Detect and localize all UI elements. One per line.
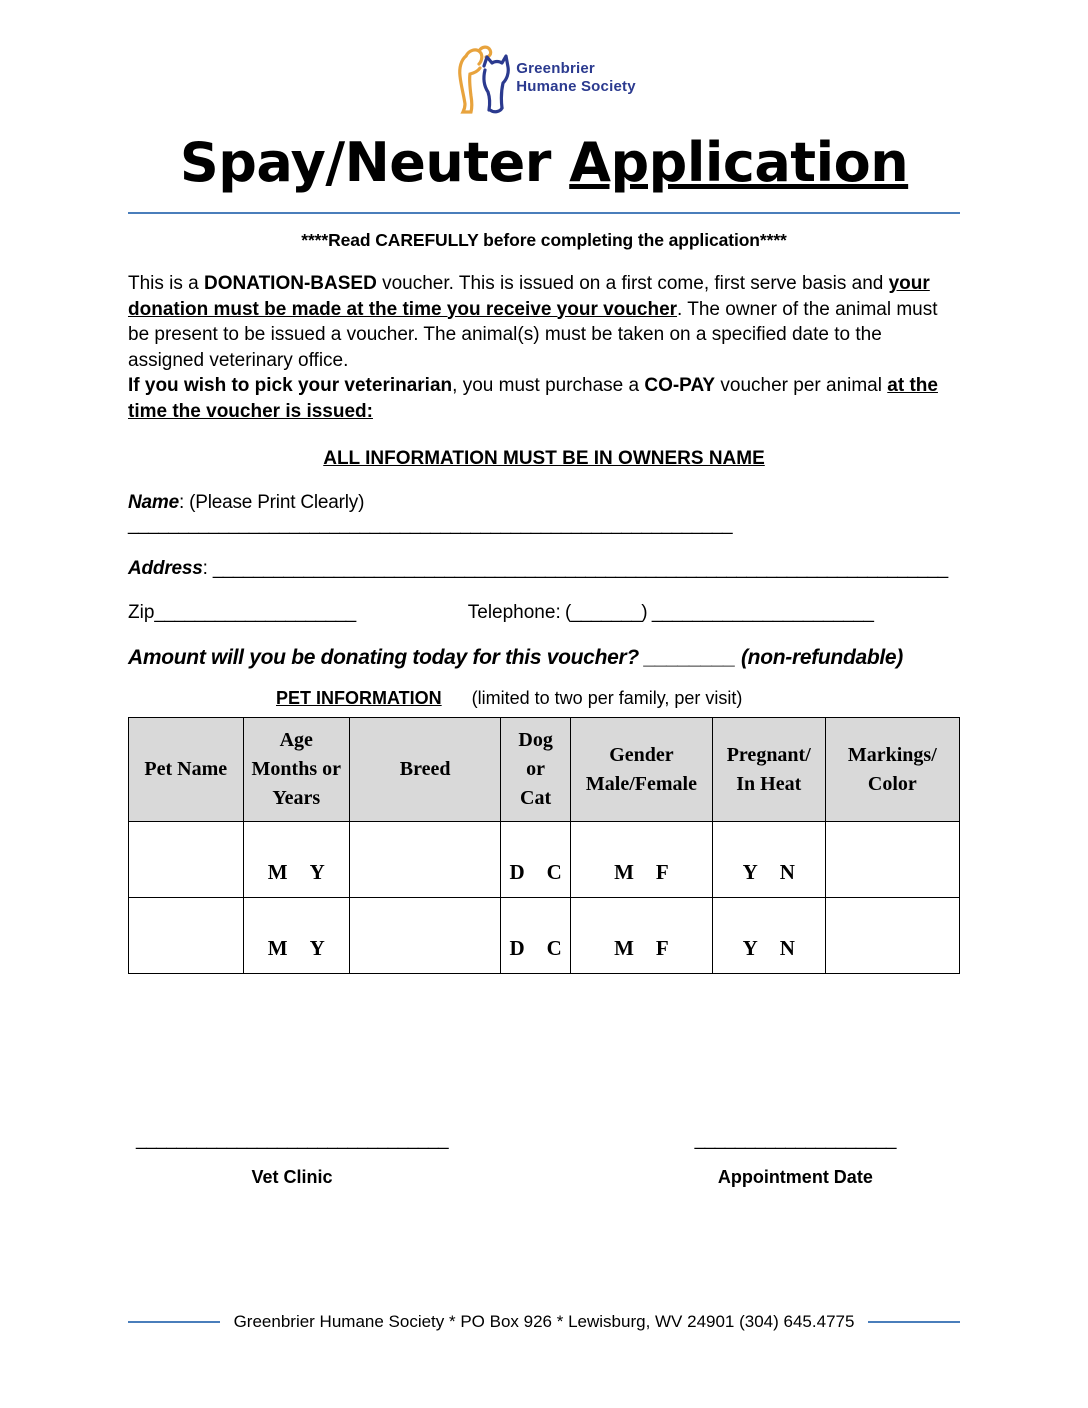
logo-line-1: Greenbrier — [516, 60, 595, 77]
name-field[interactable] — [128, 492, 960, 536]
appointment-date-line[interactable]: ____________________ — [694, 1129, 896, 1150]
donation-amount-field[interactable] — [128, 646, 960, 670]
pet-information-label: PET INFORMATION — [276, 688, 442, 708]
column-header-age-line2: Months or — [251, 758, 341, 780]
intro-p1-donation-based: DONATION-BASED — [204, 273, 377, 294]
cell-pet-name[interactable] — [129, 898, 244, 974]
cell-pregnant[interactable] — [712, 822, 825, 898]
zip-label: Zip — [128, 602, 155, 623]
gender-option-male[interactable]: M — [614, 935, 634, 960]
cell-pet-name[interactable] — [129, 822, 244, 898]
cell-breed[interactable] — [350, 822, 501, 898]
column-header-breed: Breed — [350, 718, 501, 822]
gender-option-male[interactable]: M — [614, 859, 634, 884]
column-header-preg-line2: In Heat — [736, 772, 802, 795]
donation-nonrefundable-note: (non-refundable) — [740, 646, 903, 669]
signature-area — [128, 1129, 960, 1188]
telephone-input-line[interactable]: : (_______) ______________________ — [555, 602, 874, 623]
intro-p2-copay: CO-PAY — [644, 375, 716, 396]
column-header-age — [243, 718, 350, 822]
telephone-label: Telephone — [467, 602, 556, 623]
telephone-field[interactable] — [468, 602, 874, 624]
vet-clinic-block[interactable] — [136, 1129, 448, 1188]
column-header-gender-line1: Gender — [609, 743, 674, 766]
intro-p2-d: voucher per animal — [715, 375, 888, 396]
intro-p1-c: voucher. This is issued on a first come, first serve basis and — [376, 273, 889, 294]
column-header-preg-line1: Pregnant/ — [726, 743, 811, 766]
logo-header — [128, 0, 960, 124]
address-label-rest: : — [202, 558, 208, 579]
zip-field[interactable] — [128, 602, 356, 624]
column-header-markings — [825, 718, 959, 822]
appointment-date-block[interactable] — [695, 1129, 896, 1188]
donation-amount-label: Amount will you be donating today for this voucher — [128, 646, 627, 669]
zip-input-line[interactable]: ____________________ — [154, 602, 356, 623]
column-header-age-line1: Age — [279, 729, 313, 751]
column-header-dc-line2: or — [526, 758, 546, 780]
cell-markings[interactable] — [825, 822, 959, 898]
column-header-pet-name: Pet Name — [129, 718, 244, 822]
footer-rule-left — [128, 1321, 220, 1323]
pregnant-option-no[interactable]: N — [779, 935, 795, 960]
column-header-gender — [571, 718, 713, 822]
pregnant-option-yes[interactable]: Y — [742, 935, 758, 960]
species-option-cat[interactable]: C — [546, 859, 562, 884]
intro-paragraph-2 — [128, 373, 960, 424]
vet-clinic-label: Vet Clinic — [251, 1167, 333, 1187]
intro-p2-a: If you wish to pick your veterinarian — [128, 375, 453, 396]
donation-amount-line[interactable]: ? ________ — [626, 646, 741, 669]
cell-dog-or-cat[interactable] — [501, 898, 571, 974]
title-part-1: Spay/Neuter — [179, 131, 570, 194]
column-header-dog-or-cat — [501, 718, 571, 822]
cell-age[interactable] — [243, 898, 350, 974]
read-carefully-warning: ****Read CAREFULLY before completing the application**** — [301, 230, 787, 250]
column-header-dc-line3: Cat — [520, 787, 552, 809]
age-option-months[interactable]: M — [267, 859, 288, 884]
intro-p2-b: , you must purchase a — [452, 375, 645, 396]
name-label: Name — [128, 492, 179, 513]
species-option-cat[interactable]: C — [546, 935, 562, 960]
address-field[interactable] — [128, 558, 960, 580]
column-header-gender-line2: Male/Female — [585, 772, 697, 795]
footer-rule-right — [868, 1321, 960, 1323]
appointment-date-label: Appointment Date — [717, 1167, 873, 1187]
logo-line-2: Humane Society — [516, 78, 636, 95]
cell-pregnant[interactable] — [712, 898, 825, 974]
cell-gender[interactable] — [571, 822, 713, 898]
owners-name-heading: ALL INFORMATION MUST BE IN OWNERS NAME — [323, 448, 765, 469]
organization-logo — [452, 40, 636, 116]
species-option-dog[interactable]: D — [509, 859, 525, 884]
gender-option-female[interactable]: F — [655, 859, 669, 884]
pet-information-note: (limited to two per family, per visit) — [471, 688, 743, 708]
intro-p1-a: This is a — [128, 273, 205, 294]
table-header-row — [129, 718, 960, 822]
address-input-line[interactable]: _________________________________________________________________________ — [212, 558, 948, 579]
logo-text — [516, 60, 636, 96]
vet-clinic-line[interactable]: _______________________________ — [136, 1129, 449, 1150]
column-header-mark-line1: Markings/ — [847, 743, 937, 766]
cell-dog-or-cat[interactable] — [501, 822, 571, 898]
cell-breed[interactable] — [350, 898, 501, 974]
pet-information-table — [128, 717, 960, 974]
species-option-dog[interactable]: D — [509, 935, 525, 960]
age-option-years[interactable]: Y — [309, 935, 325, 960]
address-label: Address — [128, 558, 203, 579]
column-header-mark-line2: Color — [867, 772, 917, 795]
column-header-age-line3: Years — [272, 787, 321, 809]
dog-cat-icon — [452, 40, 510, 116]
age-option-months[interactable]: M — [267, 935, 288, 960]
footer-text: Greenbrier Humane Society * PO Box 926 * Lewisburg, WV 24901 (304) 645.4775 — [233, 1312, 855, 1331]
cell-markings[interactable] — [825, 898, 959, 974]
intro-paragraph-1 — [128, 271, 960, 373]
cell-gender[interactable] — [571, 898, 713, 974]
intro-p1-e: . The owner of the animal must be present to be issued a voucher. The animal(s) must be taken on a specified date to the assigned veterinary office. — [128, 298, 938, 371]
intro-p1-donation-emphasis: your donation must be made at the time you receive your voucher — [128, 273, 930, 320]
title-part-2: Application — [569, 131, 909, 194]
age-option-years[interactable]: Y — [309, 859, 325, 884]
name-label-rest: : (Please Print Clearly) — [178, 492, 365, 513]
table-row[interactable] — [129, 898, 960, 974]
gender-option-female[interactable]: F — [655, 935, 669, 960]
cell-age[interactable] — [243, 822, 350, 898]
table-row[interactable] — [129, 822, 960, 898]
page-title — [128, 132, 960, 194]
page-footer — [128, 1312, 960, 1332]
name-input-line[interactable]: ____________________________________________________________ — [128, 514, 733, 535]
intro-p2-emphasis: at the time the voucher is issued: — [128, 375, 938, 422]
title-divider — [128, 212, 960, 214]
zip-telephone-row — [128, 602, 960, 624]
column-header-pregnant — [712, 718, 825, 822]
pet-information-heading — [128, 688, 960, 709]
pregnant-option-no[interactable]: N — [779, 859, 795, 884]
pregnant-option-yes[interactable]: Y — [742, 859, 758, 884]
column-header-dc-line1: Dog — [518, 729, 553, 751]
